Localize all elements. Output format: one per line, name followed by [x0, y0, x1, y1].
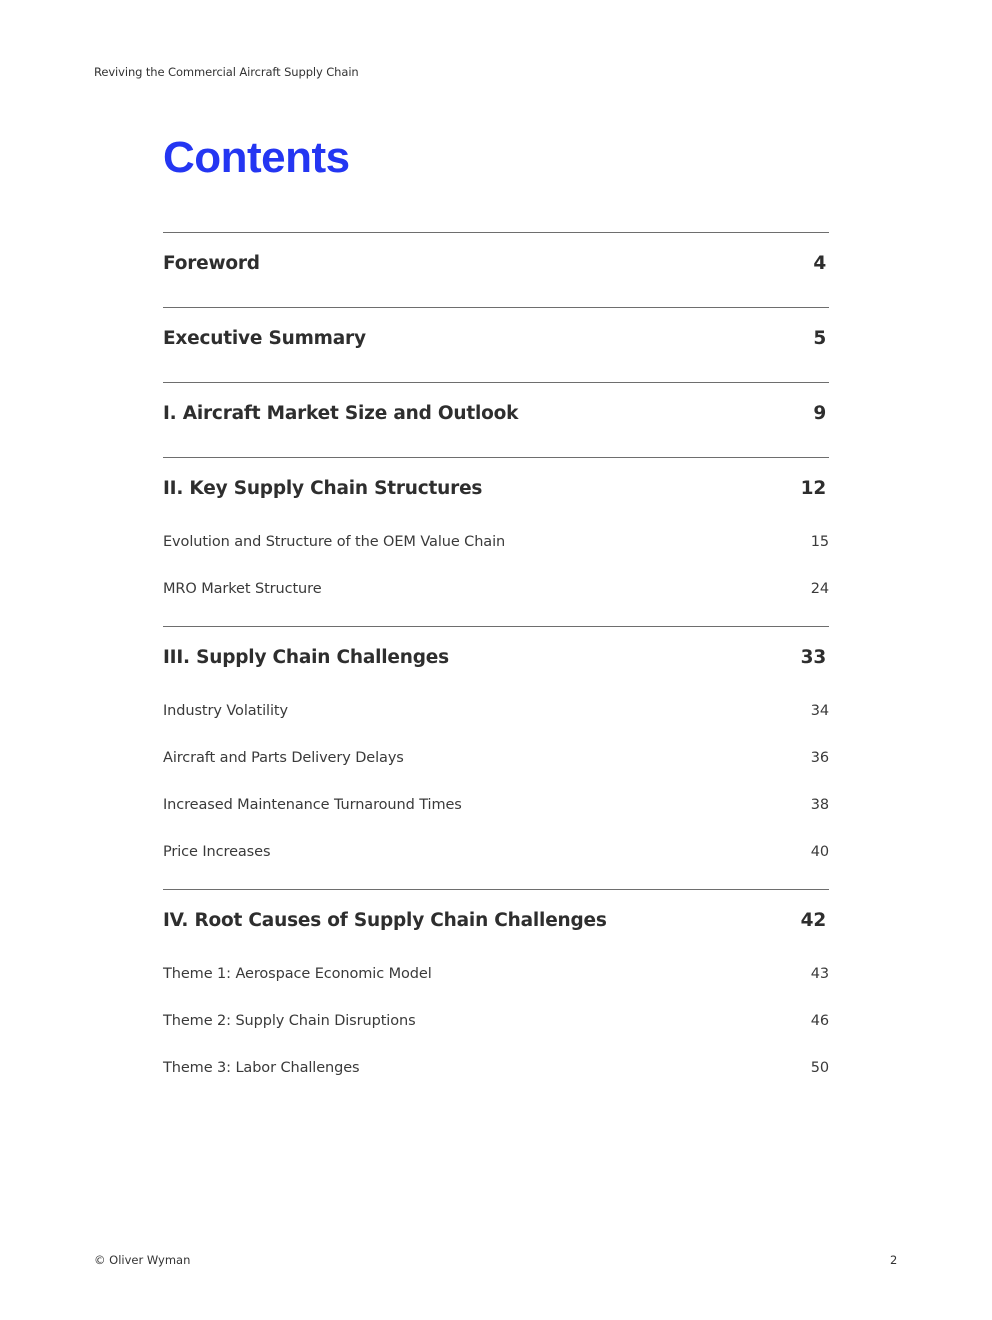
toc-subentry-page: 50 [810, 1059, 829, 1076]
toc-subentry-page: 15 [810, 533, 829, 550]
footer-page-number: 2 [890, 1253, 898, 1267]
footer-copyright: © Oliver Wyman [94, 1253, 191, 1267]
toc-subentries [163, 687, 829, 889]
toc-entry-title: Foreword [163, 252, 260, 274]
running-header: Reviving the Commercial Aircraft Supply Chain [94, 65, 359, 79]
toc-entry-page: 4 [813, 252, 826, 274]
toc-subentry-title: MRO Market Structure [163, 580, 322, 597]
toc-entry[interactable] [163, 890, 829, 950]
toc-subentry-title: Theme 1: Aerospace Economic Model [163, 965, 432, 982]
toc-subentry[interactable] [163, 518, 829, 565]
toc-subentry-title: Price Increases [163, 843, 271, 860]
toc-section-market-size [163, 382, 829, 457]
toc-entry-title: III. Supply Chain Challenges [163, 646, 449, 668]
toc-entry-title: IV. Root Causes of Supply Chain Challenges [163, 909, 607, 931]
toc-entry-page: 9 [813, 402, 826, 424]
toc-section-root-causes [163, 889, 829, 1105]
toc-subentries [163, 950, 829, 1105]
toc-subentry[interactable] [163, 734, 829, 781]
toc-entry[interactable] [163, 233, 829, 293]
toc-subentry-title: Industry Volatility [163, 702, 288, 719]
toc-subentry[interactable] [163, 1044, 829, 1091]
toc-subentry[interactable] [163, 997, 829, 1044]
toc-subentry-page: 36 [810, 749, 829, 766]
page-title: Contents [163, 133, 350, 182]
toc-entry-title: I. Aircraft Market Size and Outlook [163, 402, 519, 424]
toc-entry-page: 42 [800, 909, 826, 931]
toc-section-supply-chain-challenges [163, 626, 829, 889]
toc-subentry-page: 40 [810, 843, 829, 860]
toc-subentry[interactable] [163, 950, 829, 997]
toc-subentry-title: Increased Maintenance Turnaround Times [163, 796, 462, 813]
toc-entry[interactable] [163, 458, 829, 518]
toc-subentry[interactable] [163, 687, 829, 734]
toc-subentry-page: 46 [810, 1012, 829, 1029]
toc-entry[interactable] [163, 383, 829, 443]
toc-entry-title: II. Key Supply Chain Structures [163, 477, 483, 499]
toc-subentry-page: 38 [810, 796, 829, 813]
toc-subentry-title: Theme 3: Labor Challenges [163, 1059, 360, 1076]
table-of-contents [163, 232, 829, 1105]
toc-entry-title: Executive Summary [163, 327, 366, 349]
toc-section-foreword [163, 232, 829, 307]
toc-subentry[interactable] [163, 828, 829, 875]
toc-entry[interactable] [163, 308, 829, 368]
toc-subentry[interactable] [163, 781, 829, 828]
toc-subentry-title: Aircraft and Parts Delivery Delays [163, 749, 404, 766]
toc-subentry-page: 43 [810, 965, 829, 982]
toc-section-executive-summary [163, 307, 829, 382]
toc-entry-page: 33 [800, 646, 826, 668]
toc-subentries [163, 518, 829, 626]
toc-section-supply-chain-structures [163, 457, 829, 626]
toc-subentry-title: Theme 2: Supply Chain Disruptions [163, 1012, 416, 1029]
toc-subentry-page: 34 [810, 702, 829, 719]
toc-subentry-page: 24 [810, 580, 829, 597]
toc-entry[interactable] [163, 627, 829, 687]
toc-subentry-title: Evolution and Structure of the OEM Value Chain [163, 533, 506, 550]
toc-subentry[interactable] [163, 565, 829, 612]
toc-entry-page: 5 [813, 327, 826, 349]
toc-entry-page: 12 [800, 477, 826, 499]
